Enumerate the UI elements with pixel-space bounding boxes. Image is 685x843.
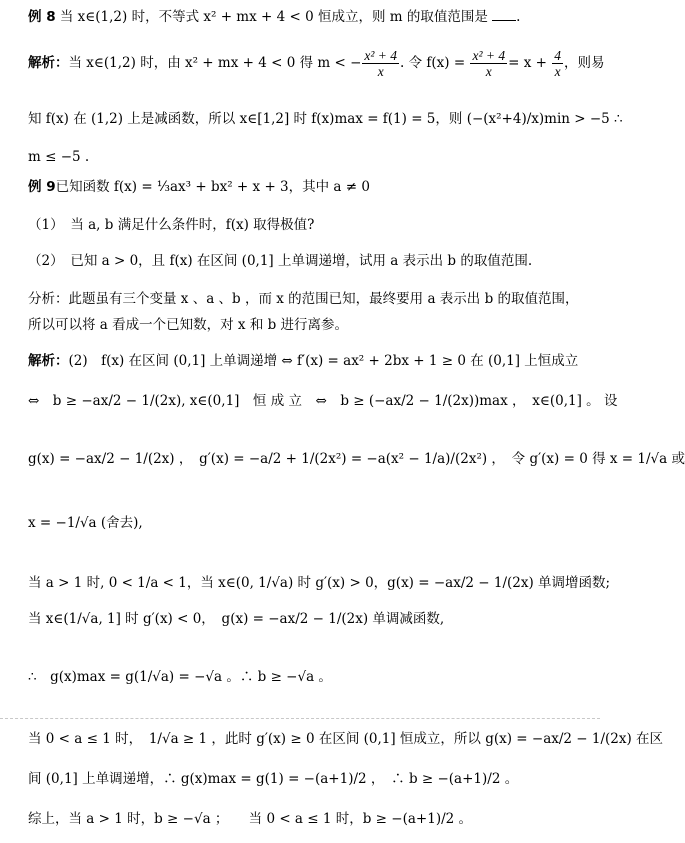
example-9-solution-line-3: g(x) = −ax/2 − 1/(2x) ， g′(x) = −a/2 + 1/(2x²) = −a(x² − 1/a)/(2x²) ， 令 g′(x) = 0 得 x = 1/√a 或 (28, 451, 685, 467)
solution-label-9: 解析： (28, 353, 69, 369)
analysis-line-1: 分析：此题虽有三个变量 x 、a 、b ，而 x 的范围已知，最终要用 a 表示出 b 的取值范围， (28, 291, 579, 307)
solution-text-d: ，则易 (564, 55, 605, 71)
example-9-conclusion: 综上，当 a > 1 时，b ≥ −√a ； 当 0 < a ≤ 1 时，b ≥ −(a+1)/2 。 (28, 811, 473, 827)
example-9-text: 已知函数 f(x) = ⅓ax³ + bx² + x + 3，其中 a ≠ 0 (55, 179, 370, 195)
solution-text-a: 当 x∈(1,2) 时，由 x² + mx + 4 < 0 得 m < (68, 55, 346, 71)
example-8-solution-line-2: 知 f(x) 在 (1,2) 上是减函数，所以 x∈[1,2] 时 f(x)max = f(1) = 5，则 (−(x²+4)/x)min > −5 ∴ (28, 111, 623, 127)
example-9-solution-line-2: ⇔ b ≥ −ax/2 − 1/(2x), x∈(0,1] 恒 成 立 ⇔ b ≥ (−ax/2 − 1/(2x))max ， x∈(0,1] 。 设 (28, 393, 618, 409)
solution-label: 解析： (28, 55, 69, 71)
example-8-question: 例 8 当 x∈(1,2) 时，不等式 x² + mx + 4 < 0 恒成立，则 m 的取值范围是 . (28, 9, 521, 25)
solution-text-c: = x + (508, 55, 547, 71)
fraction-f-def: $\frac{\text{x² + 4}}{x}$ (472, 48, 506, 79)
example-9-label: 例 9 (28, 179, 56, 195)
example-9-question (28, 178, 580, 196)
solution-text-b: . 令 f(x) = (400, 55, 466, 71)
fraction-4-over-x: $\frac{4}{x}$ (554, 48, 561, 79)
analysis-line-2: 所以可以将 a 看成一个已知数，对 x 和 b 进行离参。 (28, 317, 349, 333)
example-9-solution-line-8: 当 0 < a ≤ 1 时， 1/√a ≥ 1 ，此时 g′(x) ≥ 0 在区间 (0,1] 恒成立，所以 g(x) = −ax/2 − 1/(2x) 在区 (28, 731, 664, 747)
example-9-solution-line-6: 当 x∈(1/√a, 1] 时 g′(x) < 0， g(x) = −ax/2 − 1/(2x) 单调减函数, (28, 611, 445, 627)
example-8-label: 例 8 (28, 9, 56, 25)
example-8-solution-line-1: 解析：当 x∈(1,2) 时，由 x² + mx + 4 < 0 得 m < − $\frac{\text{x² + 4}}{x}$ . 令 f(x) = $\frac{\text{x² + 4}}{x}$ = x + $\frac{4}{x}$ ，则易 (28, 48, 605, 79)
example-9-solution-line-5: 当 a > 1 时, 0 < 1/a < 1，当 x∈(0, 1/√a) 时 g′(x) > 0，g(x) = −ax/2 − 1/(2x) 单调增函数; (28, 575, 611, 591)
example-9-solution-line-1: 解析：(2) f(x) 在区间 (0,1] 上单调递增 ⇔ f′(x) = ax² + 2bx + 1 ≥ 0 在 (0,1] 上恒成立 (28, 353, 579, 369)
example-9-solution-line-4: x = −1/√a (舍去), (28, 515, 143, 531)
dashed-divider (0, 718, 600, 719)
example-9-part-2: （2） 已知 a > 0，且 f(x) 在区间 (0,1] 上单调递增，试用 a 表示出 b 的取值范围. (28, 253, 533, 269)
example-8-text: 当 x∈(1,2) 时，不等式 x² + mx + 4 < 0 恒成立，则 m 的取值范围是 (59, 9, 488, 25)
fraction-x2plus4-over-x: $\frac{\text{x² + 4}}{x}$ (364, 48, 398, 79)
example-9-solution-line-9: 间 (0,1] 上单调递增，∴ g(x)max = g(1) = −(a+1)/2 ， ∴ b ≥ −(a+1)/2 。 (28, 771, 519, 787)
example-9-solution-line-7: ∴ g(x)max = g(1/√a) = −√a 。∴ b ≥ −√a 。 (28, 669, 332, 685)
example-8-solution-line-3: m ≤ −5 . (28, 149, 90, 165)
example-9-part-1: （1） 当 a, b 满足什么条件时，f(x) 取得极值? (28, 217, 315, 233)
answer-blank (492, 20, 516, 21)
